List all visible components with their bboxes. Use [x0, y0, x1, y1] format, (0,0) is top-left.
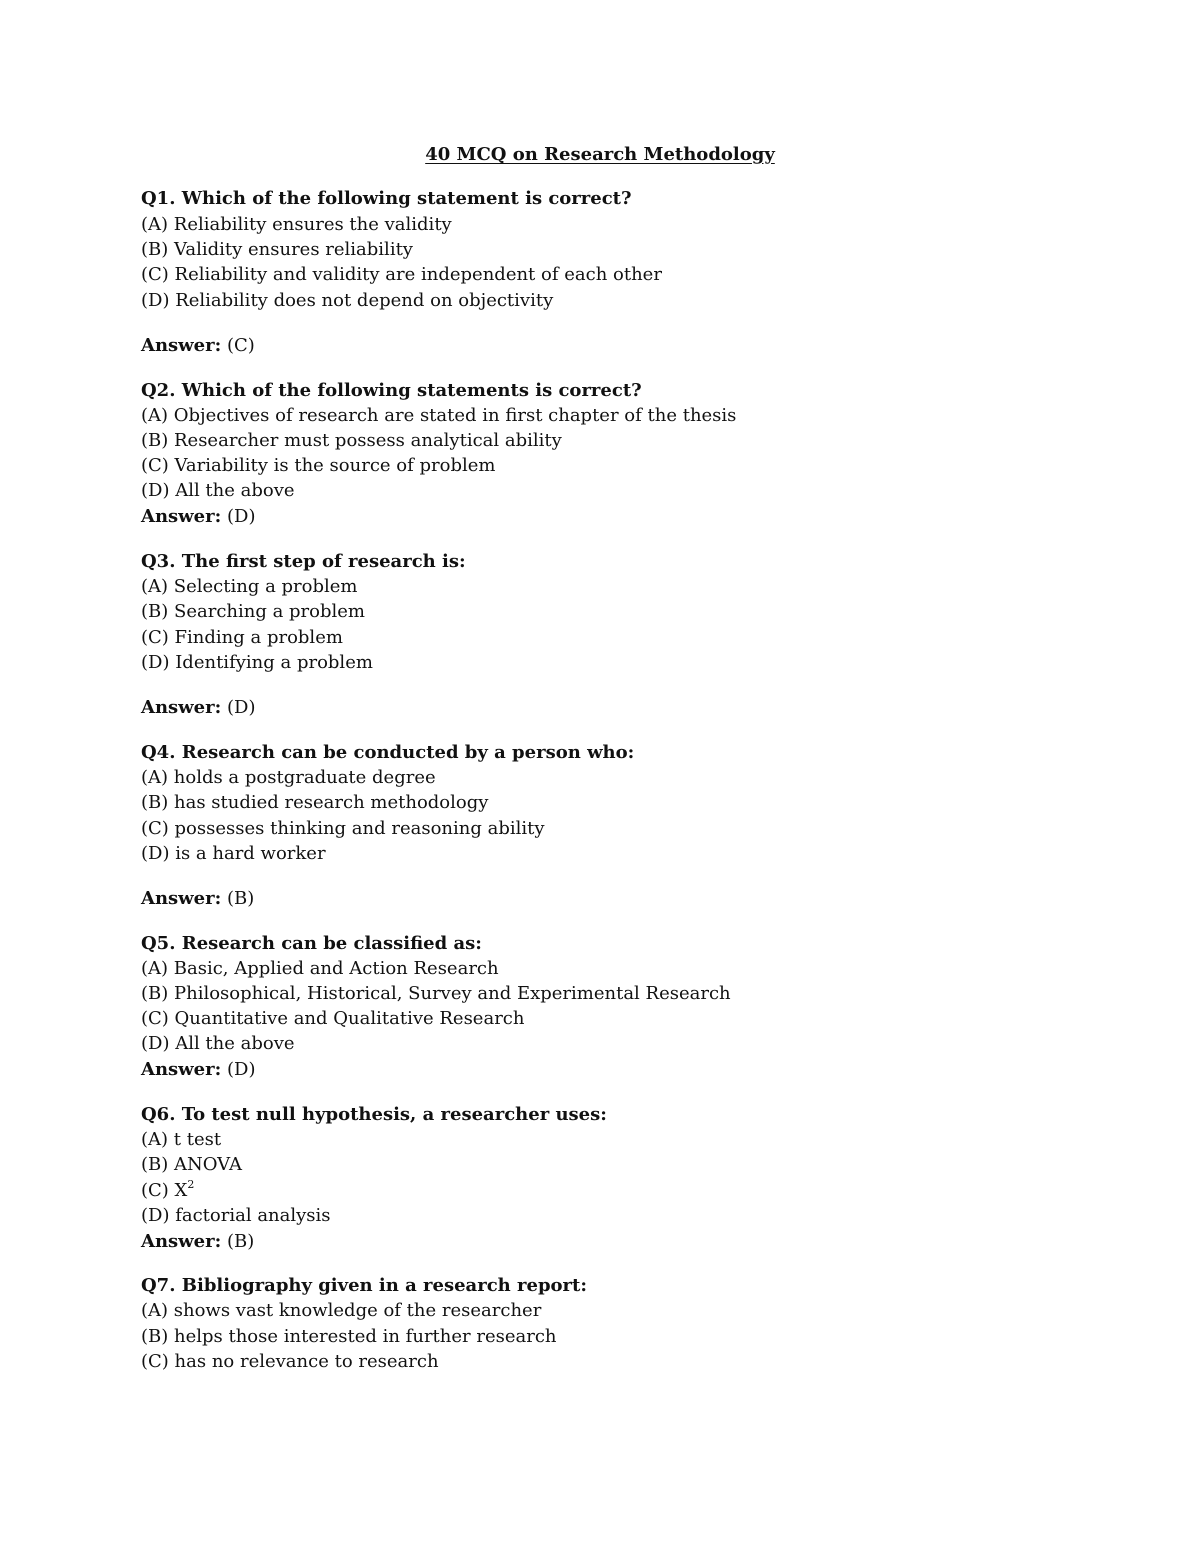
question-3 — [141, 550, 466, 574]
question-3-answer — [141, 696, 255, 720]
superscript-two: 2 — [187, 1178, 195, 1191]
question-5-option-a: (A) Basic, Applied and Action Research — [141, 958, 499, 979]
question-3-option-a: (A) Selecting a problem — [141, 576, 358, 597]
question-3-text: The first step of research is: — [181, 551, 466, 572]
question-7-option-a: (A) shows vast knowledge of the researcher — [141, 1300, 542, 1321]
question-5-answer-value: (D) — [227, 1059, 256, 1080]
question-6-number: Q6. — [141, 1104, 176, 1125]
question-6-option-b: (B) ANOVA — [141, 1154, 242, 1175]
question-7-number: Q7. — [141, 1275, 176, 1296]
question-1-option-a: (A) Reliability ensures the validity — [141, 214, 452, 235]
question-1-number: Q1. — [141, 188, 176, 209]
question-4-option-b: (B) has studied research methodology — [141, 792, 489, 813]
answer-label: Answer: — [141, 335, 222, 356]
question-4-option-d: (D) is a hard worker — [141, 843, 326, 864]
question-1-option-d: (D) Reliability does not depend on objectivity — [141, 290, 554, 311]
question-2-option-b: (B) Researcher must possess analytical ability — [141, 430, 562, 451]
question-4-text: Research can be conducted by a person who: — [181, 742, 635, 763]
question-5-number: Q5. — [141, 933, 176, 954]
answer-label: Answer: — [141, 888, 222, 909]
question-2-answer — [141, 505, 255, 529]
question-2-text: Which of the following statements is correct? — [181, 380, 642, 401]
question-6-option-c-text: (C) X — [141, 1180, 188, 1201]
question-3-number: Q3. — [141, 551, 176, 572]
question-4-number: Q4. — [141, 742, 176, 763]
question-3-answer-value: (D) — [227, 697, 256, 718]
answer-label: Answer: — [141, 506, 222, 527]
question-4-option-a: (A) holds a postgraduate degree — [141, 767, 436, 788]
question-6-answer-value: (B) — [227, 1231, 255, 1252]
question-6-text: To test null hypothesis, a researcher uses: — [181, 1104, 607, 1125]
question-7 — [141, 1274, 587, 1298]
question-1-answer-value: (C) — [227, 335, 255, 356]
question-6-answer — [141, 1230, 254, 1254]
question-7-option-c: (C) has no relevance to research — [141, 1351, 439, 1372]
question-7-text: Bibliography given in a research report: — [181, 1275, 587, 1296]
question-1-option-c: (C) Reliability and validity are independent of each other — [141, 264, 662, 285]
question-1 — [141, 187, 632, 211]
question-3-option-d: (D) Identifying a problem — [141, 652, 373, 673]
question-4-option-c: (C) possesses thinking and reasoning ability — [141, 818, 545, 839]
question-6-option-d: (D) factorial analysis — [141, 1205, 331, 1226]
question-5 — [141, 932, 482, 956]
question-5-option-c: (C) Quantitative and Qualitative Research — [141, 1008, 525, 1029]
question-1-option-b: (B) Validity ensures reliability — [141, 239, 413, 260]
question-1-text: Which of the following statement is correct? — [181, 188, 632, 209]
question-2 — [141, 379, 642, 403]
answer-label: Answer: — [141, 1059, 222, 1080]
question-7-option-b: (B) helps those interested in further research — [141, 1326, 557, 1347]
question-2-option-d: (D) All the above — [141, 480, 295, 501]
question-3-option-c: (C) Finding a problem — [141, 627, 343, 648]
question-2-answer-value: (D) — [227, 506, 256, 527]
question-3-option-b: (B) Searching a problem — [141, 601, 365, 622]
question-6 — [141, 1103, 607, 1127]
question-2-option-c: (C) Variability is the source of problem — [141, 455, 496, 476]
question-4-answer — [141, 887, 254, 911]
question-6-option-a: (A) t test — [141, 1129, 222, 1150]
question-5-option-b: (B) Philosophical, Historical, Survey and Experimental Research — [141, 983, 731, 1004]
question-5-answer — [141, 1058, 255, 1082]
answer-label: Answer: — [141, 1231, 222, 1252]
page-title: 40 MCQ on Research Methodology — [425, 144, 775, 165]
answer-label: Answer: — [141, 697, 222, 718]
question-5-text: Research can be classified as: — [181, 933, 482, 954]
question-1-answer — [141, 334, 255, 358]
question-6-option-c — [141, 1179, 194, 1203]
question-2-number: Q2. — [141, 380, 176, 401]
question-4-answer-value: (B) — [227, 888, 255, 909]
question-2-option-a: (A) Objectives of research are stated in first chapter of the thesis — [141, 405, 737, 426]
question-4 — [141, 741, 634, 765]
question-5-option-d: (D) All the above — [141, 1033, 295, 1054]
